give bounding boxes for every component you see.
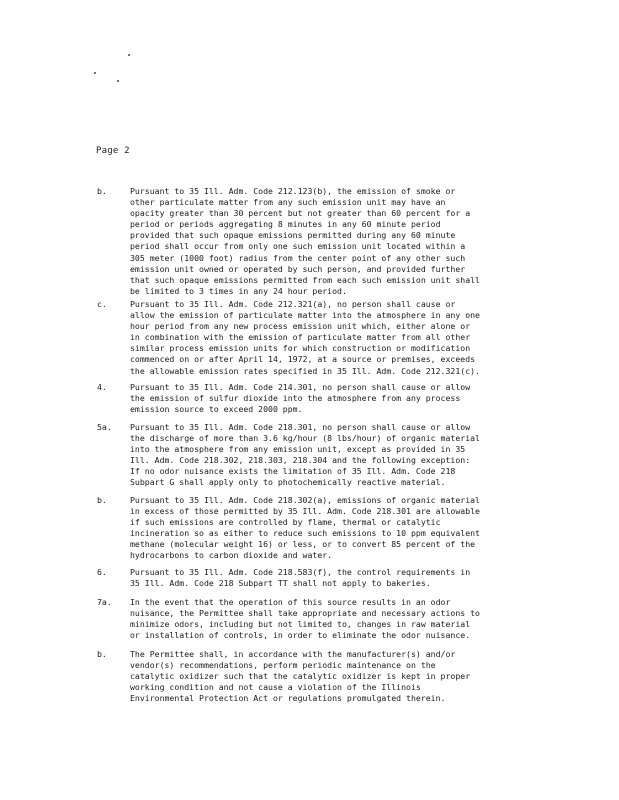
condition-number: 6. (97, 567, 107, 577)
condition-text-line: the allowable emission rates specified in 35 Ill. Adm. Code 212.321(c). (130, 365, 480, 376)
condition-text-line: Pursuant to 35 Ill. Adm. Code 218.302(a), emissions of organic material (130, 495, 480, 505)
page-number: Page 2 (96, 146, 130, 156)
condition-text (130, 567, 515, 589)
condition-text-line: other particulate matter from any such emission unit may have an (130, 197, 446, 208)
condition-text-line: hour period from any new process emission unit which, either alone or (130, 321, 471, 332)
condition-text-line: The Permittee shall, in accordance with the manufacturer(s) and/or (130, 649, 456, 659)
condition-text-line: minimize odors, including but not limited to, changes in raw material (130, 619, 471, 630)
condition-text-line: Subpart G shall apply only to photochemically reactive material. (130, 477, 446, 488)
condition-text (130, 382, 515, 415)
condition-text-line: commenced on or after April 14, 1972, at a source or premises, exceeds (130, 354, 476, 365)
condition-text-line: hydrocarbons to carbon dioxide and water. (130, 550, 333, 561)
condition-text-line: Pursuant to 35 Ill. Adm. Code 212.321(a), no person shall cause or (130, 299, 456, 309)
condition-text-line: that such opaque emissions permitted from each such emission unit shall (130, 274, 480, 285)
condition-text-line: Pursuant to 35 Ill. Adm. Code 218.301, no person shall cause or allow (130, 422, 471, 432)
condition-text (130, 649, 515, 704)
condition-text-line: or installation of controls, in order to eliminate the odor nuisance. (130, 630, 471, 641)
condition-text-line: catalytic oxidizer such that the catalytic oxidizer is kept in proper (130, 671, 471, 682)
scan-speck (128, 54, 130, 56)
condition-text-line: similar process emission units for which construction or modification (130, 343, 471, 354)
condition-text-line: opacity greater than 30 percent but not greater than 60 percent for a (130, 208, 471, 219)
condition-text-line: provided that such opaque emissions permitted during any 60 minute (130, 230, 456, 241)
condition-text-line: nuisance, the Permittee shall take appropriate and necessary actions to (130, 608, 480, 619)
condition-number: 4. (97, 382, 107, 392)
condition-number: b. (97, 186, 107, 196)
scan-speck (117, 80, 119, 82)
condition-text-line: if such emissions are controlled by flame, thermal or catalytic (130, 517, 441, 528)
condition-text-line: period shall occur from only one such emission unit located within a (130, 241, 466, 252)
condition-text-line: In the event that the operation of this source results in an odor (130, 597, 451, 607)
condition-text-line: methane (molecular weight 16) or less, or to convert 85 percent of the (130, 539, 476, 550)
scan-speck (94, 72, 96, 74)
condition-text-line: the emission of sulfur dioxide into the atmosphere from any process (130, 393, 461, 404)
condition-text (130, 299, 515, 377)
condition-text-line: in combination with the emission of particulate matter from all other (130, 332, 471, 343)
condition-text (130, 495, 515, 562)
condition-text (130, 422, 515, 489)
condition-text-line: Environmental Protection Act or regulations promulgated therein. (130, 693, 446, 704)
condition-text-line: Pursuant to 35 Ill. Adm. Code 212.123(b), the emission of smoke or (130, 186, 456, 196)
condition-text-line: 35 Ill. Adm. Code 218 Subpart TT shall not apply to bakeries. (130, 578, 431, 589)
condition-text-line: incineration so as either to reduce such emissions to 10 ppm equivalent (130, 528, 480, 539)
condition-text-line: be limited to 3 times in any 24 hour period. (130, 285, 347, 296)
condition-text-line: 305 meter (1000 foot) radius from the center point of any other such (130, 252, 466, 263)
condition-text-line: vendor(s) recommendations, perform periodic maintenance on the (130, 660, 436, 671)
condition-text-line: the discharge of more than 3.6 kg/hour (8 lbs/hour) of organic material (130, 433, 480, 444)
condition-text-line: Ill. Adm. Code 218.302, 218.303, 218.304 and the following exception: (130, 455, 471, 466)
condition-text-line: in excess of those permitted by 35 Ill. Adm. Code 218.301 are allowable (130, 506, 480, 517)
condition-text (130, 597, 515, 641)
condition-text-line: working condition and not cause a violation of the Illinois (130, 682, 421, 693)
condition-number: b. (97, 495, 107, 505)
condition-text-line: period or periods aggregating 8 minutes in any 60 minute period (130, 219, 441, 230)
condition-text-line: Pursuant to 35 Ill. Adm. Code 218.583(f), the control requirements in (130, 567, 471, 577)
condition-number: b. (97, 649, 107, 659)
condition-number: 7a. (97, 597, 112, 607)
condition-text-line: into the atmosphere from any emission unit, except as provided in 35 (130, 444, 466, 455)
condition-text (130, 186, 515, 297)
condition-text-line: emission unit owned or operated by such person, and provided further (130, 263, 466, 274)
condition-text-line: emission source to exceed 2000 ppm. (130, 404, 303, 415)
condition-text-line: If no odor nuisance exists the limitation of 35 Ill. Adm. Code 218 (130, 466, 456, 477)
condition-text-line: allow the emission of particulate matter into the atmosphere in any one (130, 310, 480, 321)
condition-number: c. (97, 299, 107, 309)
condition-text-line: Pursuant to 35 Ill. Adm. Code 214.301, no person shall cause or allow (130, 382, 471, 392)
condition-number: 5a. (97, 422, 112, 432)
